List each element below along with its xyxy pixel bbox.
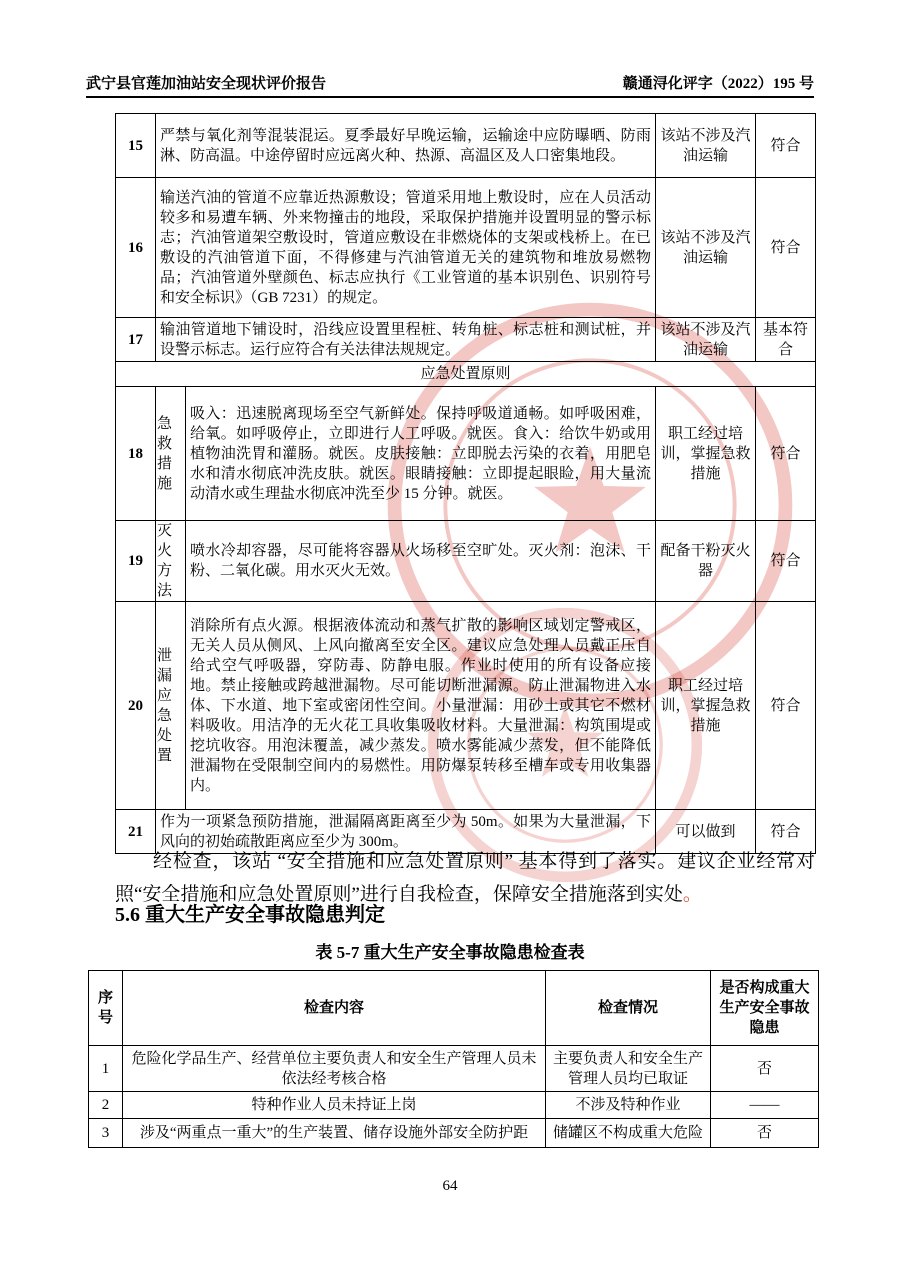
header-divider	[86, 96, 814, 98]
table-row	[89, 1092, 819, 1119]
requirement-text: 消除所有点火源。根据液体流动和蒸气扩散的影响区域划定警戒区，无关人员从侧风、上风向撤离至安全区。建议应急处理人员戴正压自给式空气呼吸器，穿防毒、防静电服。作业时使用的所有设备应接地。禁止接触或跨越泄漏物。尽可能切断泄漏源。防止泄漏物进入水体、下水道、地下室或密闭性空间。小量泄漏：用砂土或其它不燃材料吸收。用洁净的无火花工具收集吸收材料。大量泄漏：构筑围堤或挖坑收容。用泡沫覆盖，减少蒸发。喷水雾能减少蒸发，但不能降低泄漏物在受限制空间内的易燃性。用防爆泵转移至槽车或专用收集器内。	[186, 602, 656, 810]
seal-overlapped-period: 。	[682, 884, 702, 905]
row-number: 1	[89, 1046, 123, 1092]
section-heading: 5.6 重大生产安全事故隐患判定	[115, 904, 385, 926]
table-row	[116, 387, 816, 521]
conclusion: 符合	[756, 521, 816, 602]
check-status: 该站不涉及汽油运输	[656, 114, 756, 178]
hazard-check-table	[88, 970, 819, 1148]
page-header	[86, 72, 814, 93]
row-number: 17	[116, 318, 156, 362]
check-status: 配备干粉灭火器	[656, 521, 756, 602]
check-content: 特种作业人员未持证上岗	[123, 1092, 546, 1119]
check-status: 该站不涉及汽油运输	[656, 178, 756, 318]
check-status: 职工经过培训，掌握急救措施	[656, 387, 756, 521]
check-result: 否	[711, 1046, 819, 1092]
header-row	[89, 971, 819, 1046]
conclusion: 基本符合	[756, 318, 816, 362]
report-title: 武宁县官莲加油站安全现状评价报告	[86, 76, 327, 92]
check-situation: 储罐区不构成重大危险	[546, 1119, 711, 1148]
row-number: 19	[116, 521, 156, 602]
requirement-text: 作为一项紧急预防措施，泄漏隔离距离至少为 50m。如果为大量泄漏，下风向的初始疏散距离应至少为 300m。	[156, 810, 656, 854]
requirement-text: 输送汽油的管道不应靠近热源敷设；管道采用地上敷设时，应在人员活动较多和易遭车辆、外来物撞击的地段，采取保护措施并设置明显的警示标志；汽油管道架空敷设时，管道应敷设在非燃烧体的支架或栈桥上。在已敷设的汽油管道下面，不得修建与汽油管道无关的建筑物和堆放易燃物品；汽油管道外壁颜色、标志应执行《工业管道的基本识别色、识别符号和安全标识》（GB 7231）的规定。	[156, 178, 656, 318]
table-row	[116, 602, 816, 810]
col-header-situation: 检查情况	[546, 971, 711, 1046]
category-label: 灭火方法	[156, 521, 186, 602]
conclusion: 符合	[756, 178, 816, 318]
category-label: 泄漏应急处置	[156, 602, 186, 810]
col-header-major: 是否构成重大生产安全事故隐患	[711, 971, 819, 1046]
check-result: 否	[711, 1119, 819, 1148]
conclusion: 符合	[756, 387, 816, 521]
table-row	[116, 178, 816, 318]
requirement-text: 输油管道地下铺设时，沿线应设置里程桩、转角桩、标志桩和测试桩，并设警示标志。运行应符合有关法律法规规定。	[156, 318, 656, 362]
page-number: 64	[442, 1178, 458, 1194]
col-header-no: 序号	[89, 971, 123, 1046]
row-number: 16	[116, 178, 156, 318]
row-number: 15	[116, 114, 156, 178]
col-header-content: 检查内容	[123, 971, 546, 1046]
requirement-text: 喷水冷却容器，尽可能将容器从火场移至空旷处。灭火剂：泡沫、干粉、二氧化碳。用水灭火无效。	[186, 521, 656, 602]
requirement-text: 严禁与氧化剂等混装混运。夏季最好早晚运输，运输途中应防曝晒、防雨淋、防高温。中途停留时应远离火种、热源、高温区及人口密集地段。	[156, 114, 656, 178]
table-row	[116, 521, 816, 602]
conclusion: 符合	[756, 114, 816, 178]
category-label: 急救措施	[156, 387, 186, 521]
requirement-text: 吸入：迅速脱离现场至空气新鲜处。保持呼吸道通畅。如呼吸困难，给氧。如呼吸停止，立即进行人工呼吸。就医。食入：给饮牛奶或用植物油洗胃和灌肠。就医。皮肤接触：立即脱去污染的衣着，用肥皂水和清水彻底冲洗皮肤。就医。眼睛接触：立即提起眼睑，用大量流动清水或生理盐水彻底冲洗至少 15 分钟。就医。	[186, 387, 656, 521]
hazard-table-title: 表 5-7 重大生产安全事故隐患检查表	[315, 943, 585, 962]
check-content: 涉及“两重点一重大”的生产装置、储存设施外部安全防护距	[123, 1119, 546, 1148]
row-number: 18	[116, 387, 156, 521]
check-situation: 不涉及特种作业	[546, 1092, 711, 1119]
row-number: 21	[116, 810, 156, 854]
check-status: 职工经过培训，掌握急救措施	[656, 602, 756, 810]
conclusion: 符合	[756, 810, 816, 854]
check-result: ——	[711, 1092, 819, 1119]
section-title: 应急处置原则	[116, 362, 816, 387]
section-header-row	[116, 362, 816, 387]
document-number: 赣通浔化评字（2022）195 号	[622, 76, 814, 92]
table-row	[116, 318, 816, 362]
row-number: 20	[116, 602, 156, 810]
check-status: 可以做到	[656, 810, 756, 854]
table-row	[89, 1046, 819, 1092]
check-status: 该站不涉及汽油运输	[656, 318, 756, 362]
row-number: 3	[89, 1119, 123, 1148]
safety-measures-table	[115, 113, 816, 854]
conclusion: 符合	[756, 602, 816, 810]
check-situation: 主要负责人和安全生产管理人员均已取证	[546, 1046, 711, 1092]
row-number: 2	[89, 1092, 123, 1119]
check-content: 危险化学品生产、经营单位主要负责人和安全生产管理人员未依法经考核合格	[123, 1046, 546, 1092]
table-row	[89, 1119, 819, 1148]
closing-text: 经检查，该站 “安全措施和应急处置原则” 基本得到了落实。建议企业经常对照“安全措施和应急处置原则”进行自我检查，保障安全措施落到实处	[115, 851, 815, 905]
table-row	[116, 114, 816, 178]
